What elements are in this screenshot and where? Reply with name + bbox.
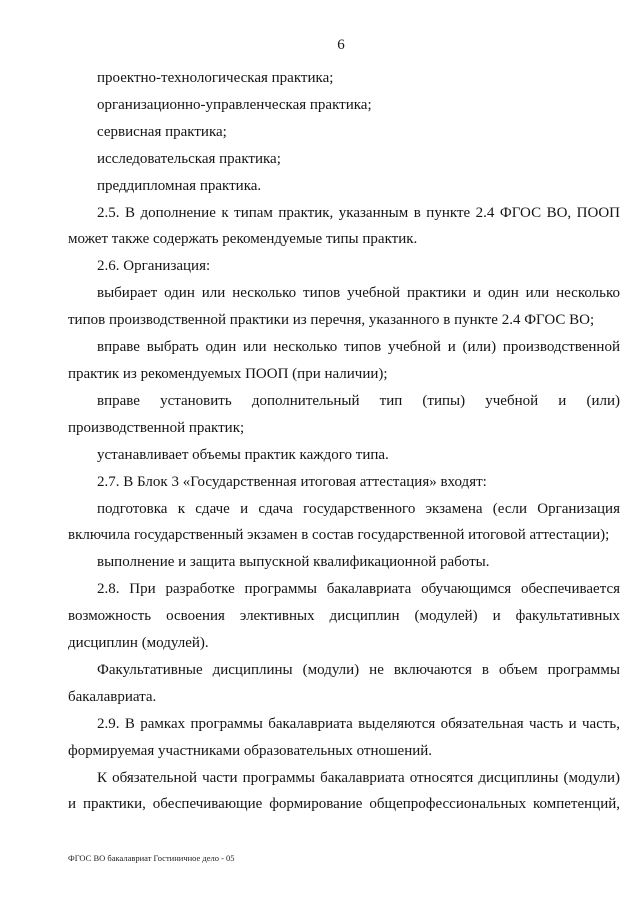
text-line: 2.6. Организация: — [97, 258, 211, 275]
paragraph — [68, 119, 620, 146]
page-footer: ФГОС ВО бакалавриат Гостиничное дело - 05 — [68, 853, 235, 863]
text-line: Факультативные дисциплины (модули) не включаются в объем программы — [97, 661, 620, 678]
text-line: К обязательной части программы бакалавриата относятся дисциплины (модули) — [97, 769, 620, 786]
text-line: возможность освоения элективных дисциплин (модулей) и факультативных — [68, 608, 620, 625]
paragraph — [68, 711, 620, 765]
paragraph — [68, 765, 620, 819]
text-line: типов производственной практики из перечня, указанного в пункте 2.4 ФГОС ВО; — [68, 312, 595, 329]
text-line: дисциплин (модулей). — [68, 635, 209, 652]
paragraph — [68, 92, 620, 119]
paragraph — [68, 334, 620, 388]
text-line: сервисная практика; — [97, 123, 227, 140]
paragraph — [68, 549, 620, 576]
text-line: вправе выбрать один или несколько типов учебной и (или) производственной — [97, 339, 620, 356]
text-line: выполнение и защита выпускной квалификационной работы. — [97, 554, 490, 571]
paragraph — [68, 657, 620, 711]
text-line: вправе установить дополнительный тип (типы) учебной и (или) — [97, 392, 620, 409]
text-line: формируемая участниками образовательных отношений. — [68, 742, 433, 759]
text-line: может также содержать рекомендуемые типы практик. — [68, 231, 418, 248]
text-line: выбирает один или несколько типов учебной практики и один или несколько — [97, 285, 620, 302]
text-line: устанавливает объемы практик каждого типа. — [97, 446, 389, 463]
text-line: организационно-управленческая практика; — [97, 96, 372, 113]
paragraph — [68, 65, 620, 92]
paragraph — [68, 280, 620, 334]
paragraph — [68, 469, 620, 496]
page-number: 6 — [337, 37, 345, 53]
text-line: 2.5. В дополнение к типам практик, указанным в пункте 2.4 ФГОС ВО, ПООП — [97, 204, 620, 221]
text-line: исследовательская практика; — [97, 150, 281, 167]
text-line: проектно-технологическая практика; — [97, 70, 334, 86]
text-line: 2.8. При разработке программы бакалавриата обучающимся обеспечивается — [97, 581, 620, 598]
paragraph — [68, 576, 620, 657]
paragraph — [68, 442, 620, 469]
text-line: и практики, обеспечивающие формирование общепрофессиональных компетенций, — [68, 796, 620, 813]
text-line: практик из рекомендуемых ПООП (при наличии); — [68, 365, 388, 382]
text-line: бакалавриата. — [68, 688, 157, 705]
paragraph — [68, 146, 620, 173]
paragraph — [68, 200, 620, 254]
paragraph — [68, 253, 620, 280]
text-line: преддипломная практика. — [97, 177, 262, 194]
text-line: 2.7. В Блок 3 «Государственная итоговая аттестация» входят: — [97, 473, 487, 490]
text-line: производственной практик; — [68, 419, 245, 436]
paragraph — [68, 496, 620, 550]
text-line: 2.9. В рамках программы бакалавриата выделяются обязательная часть и часть, — [97, 715, 620, 732]
text-line: подготовка к сдаче и сдача государственного экзамена (если Организация — [97, 500, 620, 517]
document-body — [68, 65, 620, 818]
text-line: включила государственный экзамен в состав государственной итоговой аттестации); — [68, 527, 610, 544]
paragraph — [68, 173, 620, 200]
paragraph — [68, 388, 620, 442]
